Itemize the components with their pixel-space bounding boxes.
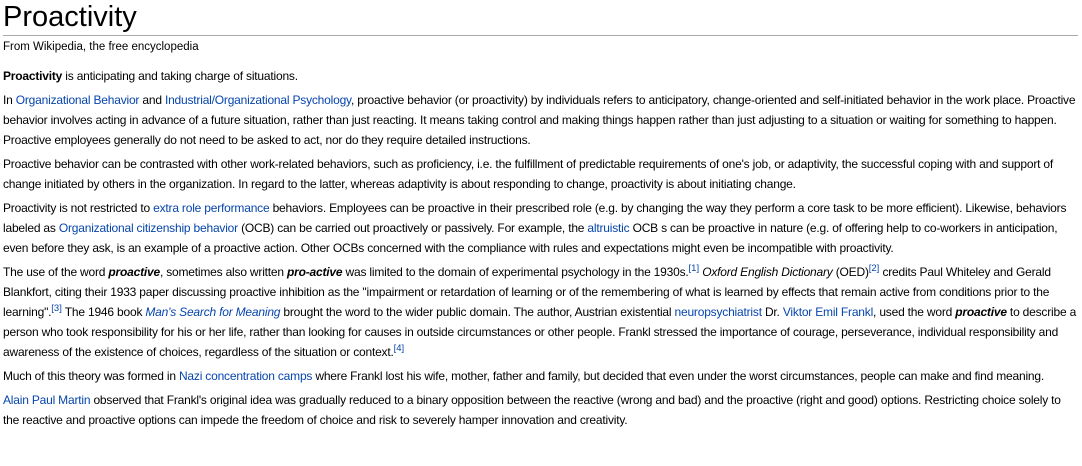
text-segment: The use of the word (3, 265, 109, 279)
paragraph-6 (3, 390, 1078, 430)
text-segment: (OED) (832, 265, 869, 279)
text-segment: , sometimes also written (159, 265, 288, 279)
site-subtitle: From Wikipedia, the free encyclopedia (3, 41, 199, 53)
paragraph-3 (3, 198, 1078, 258)
text-segment: proactive (108, 265, 160, 279)
paragraph-5 (3, 366, 1078, 386)
text-segment: to describe a person who took responsibility for his or her life, rather than looking for causes in outside circumstances or other people. Frankl stressed the importance of courage, perseverance, individual responsibility and awareness of the existence of choices, regardless of the situation or context. (3, 305, 1077, 359)
lead-paragraph (3, 66, 1078, 86)
link-neuropsychiatrist[interactable]: neuropsychiatrist (674, 305, 762, 319)
ref-1-link[interactable]: [1] (688, 263, 700, 274)
link-organizational-behavior[interactable]: Organizational Behavior (15, 93, 140, 107)
text-segment: OCB s can be proactive in nature (e.g. of offering help to co-workers in anticipation, even before they ask, is an example of a proactive action. Other OCBs concerned with the compliance with rules and expectations might even be incompatible with proactivity. (3, 221, 1058, 255)
link-nazi-concentration-camps[interactable]: Nazi concentration camps (178, 369, 313, 383)
text-segment: Proactivity is not restricted to (3, 201, 154, 215)
paragraph-4 (3, 262, 1078, 362)
text-segment: The 1946 book (61, 305, 146, 319)
text-segment: Dr. (761, 305, 783, 319)
ref-2 (869, 263, 880, 274)
article-content (3, 66, 1078, 430)
text-segment: brought the word to the wider public domain. The author, Austrian existential (280, 305, 675, 319)
ref-3 (51, 303, 62, 314)
text-segment: , proactive behavior (or proactivity) by individuals refers to anticipatory, change-oriented and self-initiated behavior in the work place. Proactive behavior involves acting in advance of a future situation, rather than just reacting. It means taking control and making things happen rather than just adjusting to a situation or waiting for something to happen. Proactive employees generally do not need to be asked to act, nor do they require detailed instructions. (3, 93, 1076, 147)
ref-4-link[interactable]: [4] (393, 343, 405, 354)
link-extra-role-performance[interactable]: extra role performance (153, 201, 270, 215)
ref-4 (394, 343, 405, 354)
link-altruistic[interactable]: altruistic (587, 221, 630, 235)
text-segment: (OCB) can be carried out proactively or passively. For example, the (237, 221, 588, 235)
text-segment: observed that Frankl's original idea was gradually reduced to a binary opposition between the reactive (wrong and bad) and the proactive (right and good) options. Restricting choice solely to the reactive and proactive options can impede the freedom of choice and risk to severely hamper innovation and creativity. (3, 393, 1061, 427)
link-alain-paul-martin[interactable]: Alain Paul Martin (3, 393, 91, 407)
text-segment: behaviors. Employees can be proactive in their prescribed role (e.g. by changing the way they perform a core task to be more efficient). Likewise, behaviors labeled as (3, 201, 1067, 235)
link-viktor-emil-frankl[interactable]: Viktor Emil Frankl (782, 305, 874, 319)
paragraph-1 (3, 90, 1078, 150)
text-segment: In (3, 93, 16, 107)
link-mans-search-for-meaning[interactable]: Man's Search for Meaning (145, 305, 281, 319)
ref-2-link[interactable]: [2] (868, 263, 880, 274)
text-segment: was limited to the domain of experimental psychology in the 1930s. (342, 265, 689, 279)
article-subject: Proactivity (3, 69, 63, 83)
text-segment: Oxford English Dictionary (702, 265, 833, 279)
link-industrial-organizational-psychology[interactable]: Industrial/Organizational Psychology (164, 93, 351, 107)
text-segment: is anticipating and taking charge of situations. (62, 69, 298, 83)
text-segment: where Frankl lost his wife, mother, father and family, but decided that even under the worst circumstances, people can make and find meaning. (312, 369, 1044, 383)
text-segment: Proactive behavior can be contrasted with other work-related behaviors, such as proficiency, i.e. the fulfillment of predictable requirements of one's job, or adaptivity, the successful coping with and support of change initiated by others in the organization. In regard to the latter, whereas adaptivity is about responding to change, proactivity is about initiating change. (3, 157, 1054, 191)
text-segment: and (139, 93, 165, 107)
link-organizational-citizenship-behavior[interactable]: Organizational citizenship behavior (58, 221, 238, 235)
text-segment: pro-active (287, 265, 343, 279)
page-title: Proactivity (3, 2, 1078, 36)
ref-1 (689, 263, 700, 274)
ref-3-link[interactable]: [3] (51, 303, 62, 314)
text-segment: credits Paul Whiteley and Gerald Blankfort, citing their 1933 paper discussing proactive inhibition as the "impairment or retardation of learning or of the remembering of what is learned by effects that remain active from conditions prior to the learning". (3, 265, 1051, 319)
text-segment: , used the word (873, 305, 956, 319)
text-segment: proactive (955, 305, 1007, 319)
paragraph-2 (3, 154, 1078, 194)
text-segment: Much of this theory was formed in (3, 369, 179, 383)
